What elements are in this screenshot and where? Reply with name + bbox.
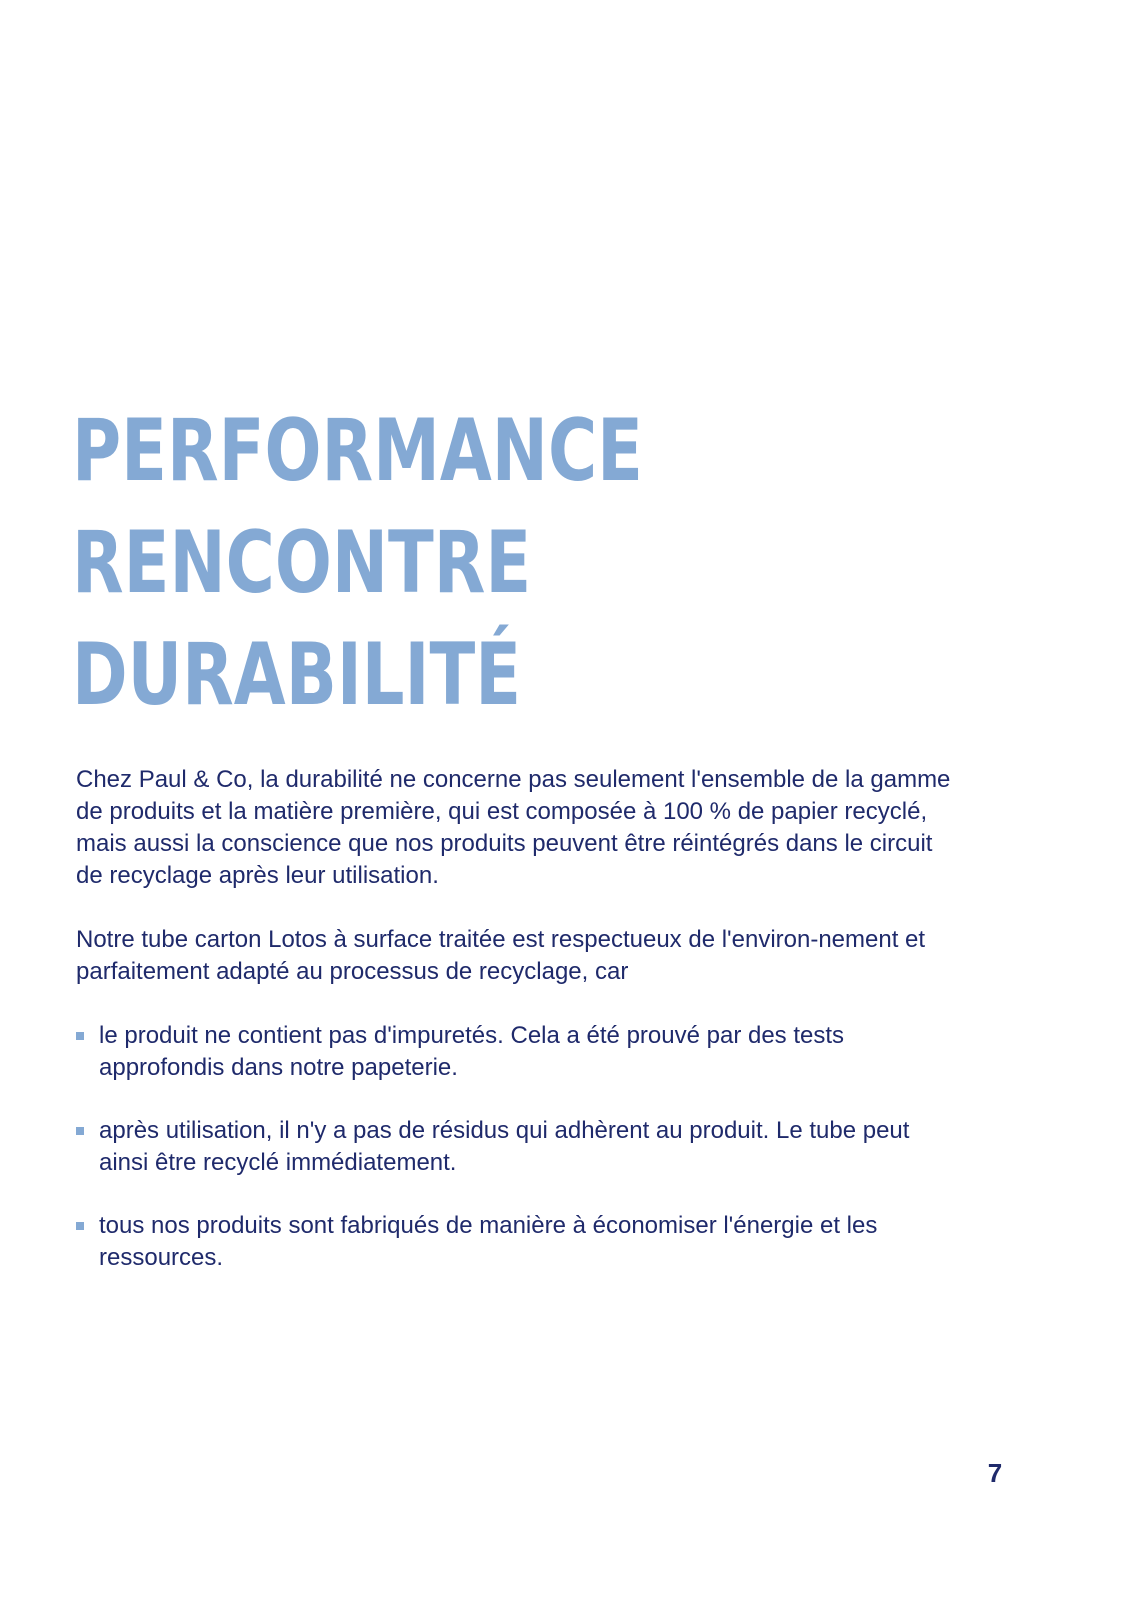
title-line-2: RENCONTRE: [72, 513, 532, 613]
square-bullet-icon: [76, 1222, 84, 1230]
intro-paragraph: Chez Paul & Co, la durabilité ne concerne pas seulement l'ensemble de la gamme de produits et la matière première, qui est composée à 100 % de papier recyclé, mais aussi la conscience que nos produits peuvent être réintégrés dans le circuit de recyclage après leur utilisation.: [76, 766, 951, 889]
list-item: [76, 1115, 956, 1179]
title-line-3: DURABILITÉ: [72, 625, 522, 725]
list-item-text: le produit ne contient pas d'impuretés. Cela a été prouvé par des tests approfondis dans notre papeterie.: [99, 1022, 845, 1081]
page-number: 7: [987, 1458, 1003, 1488]
list-item: [76, 1020, 956, 1084]
list-item-text: après utilisation, il n'y a pas de résidus qui adhèrent au produit. Le tube peut ainsi être recyclé immédiatement.: [99, 1117, 910, 1176]
page-title: [72, 395, 643, 731]
square-bullet-icon: [76, 1127, 84, 1135]
square-bullet-icon: [76, 1032, 84, 1040]
list-item: [76, 1210, 956, 1274]
list-item-text: tous nos produits sont fabriqués de manière à économiser l'énergie et les ressources.: [99, 1212, 878, 1271]
lotos-paragraph: Notre tube carton Lotos à surface traitée est respectueux de l'environ-nement et parfaitement adapté au processus de recyclage, car: [76, 926, 926, 985]
body-text: [76, 764, 956, 1305]
bullet-list: [76, 1020, 956, 1274]
title-line-1: PERFORMANCE: [72, 401, 644, 501]
